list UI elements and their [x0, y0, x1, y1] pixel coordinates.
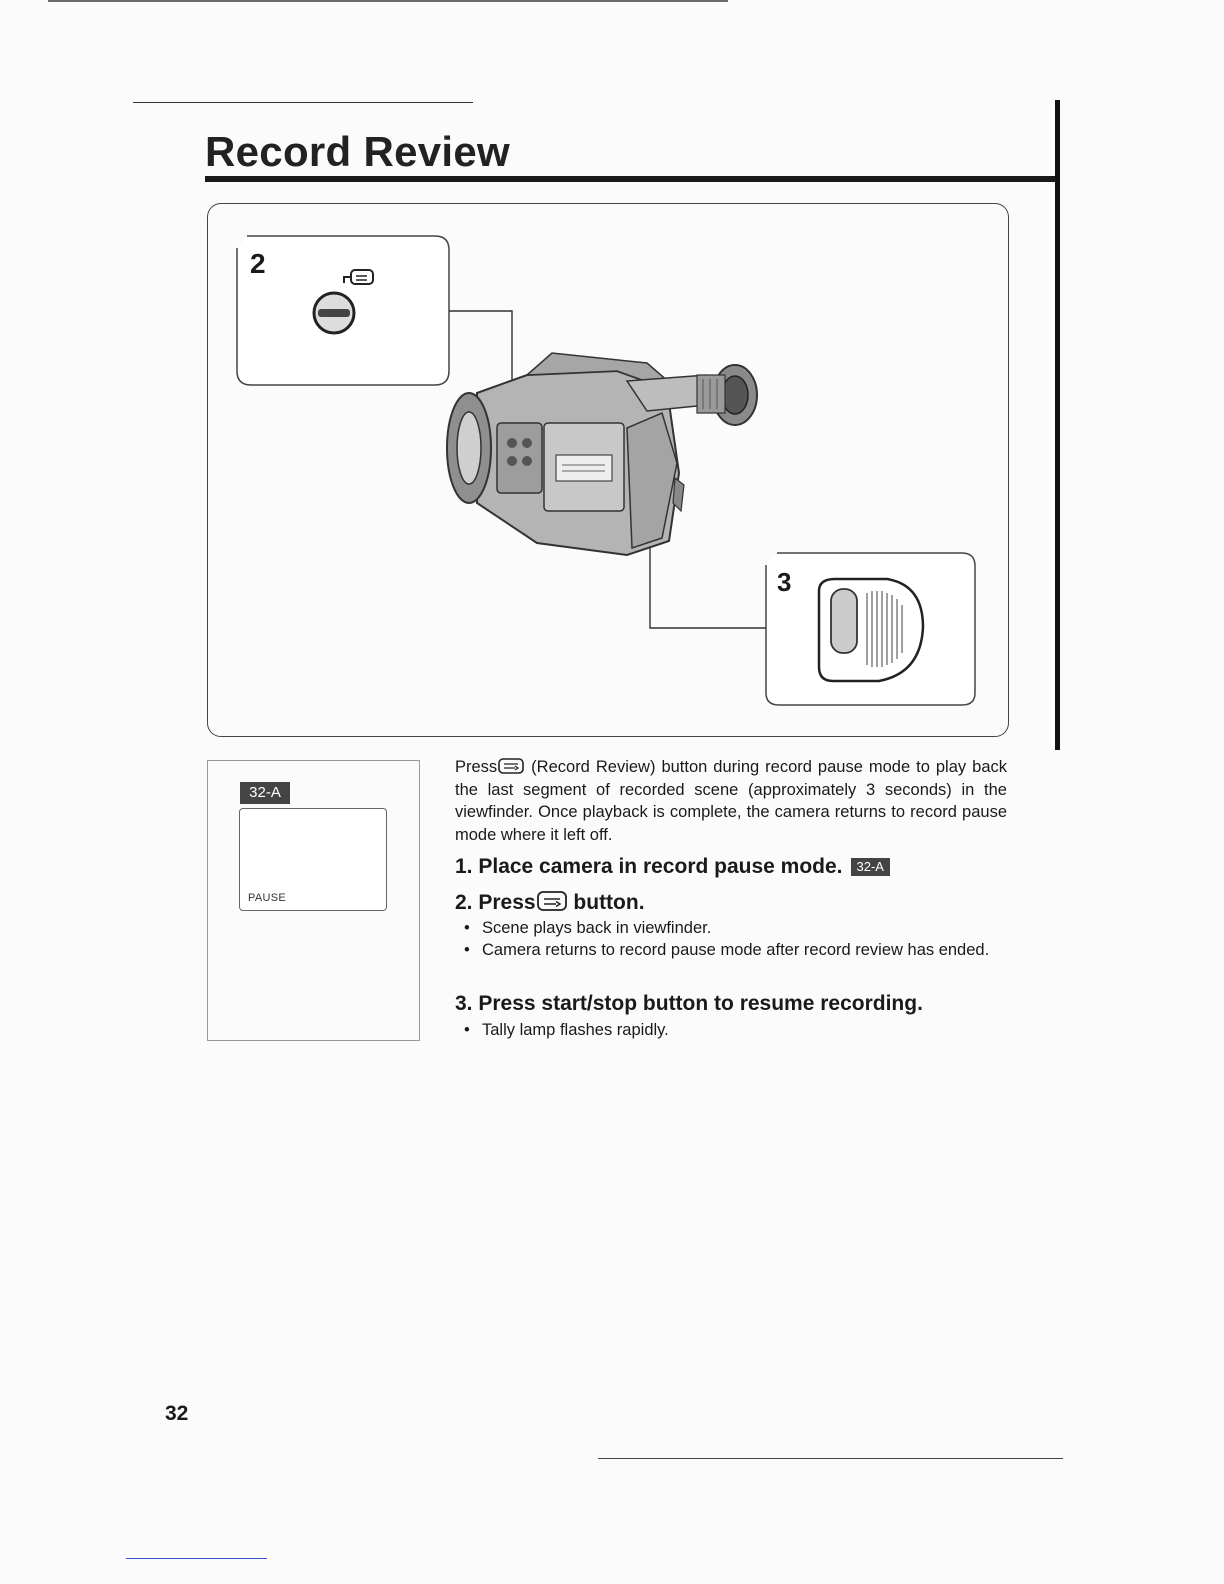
step-3: 3. Press start/stop button to resume recording.	[455, 992, 923, 1015]
start-stop-button-icon	[819, 579, 923, 681]
intro-paragraph	[455, 756, 1007, 846]
chapter-edge-bar	[1055, 100, 1060, 750]
scan-edge-line	[126, 1558, 267, 1559]
page-number: 32	[165, 1402, 189, 1425]
page-title: Record Review	[205, 128, 511, 175]
callout-2-label: 2	[250, 248, 266, 279]
step-3-bullet-1: • Tally lamp flashes rapidly.	[466, 1019, 669, 1042]
camcorder-illustration	[207, 203, 1007, 735]
callout-box-2	[237, 236, 449, 385]
step-1-text: 1. Place camera in record pause mode.	[455, 855, 843, 878]
step-2-before-icon: 2. Press	[455, 891, 536, 914]
top-edge-rule	[48, 0, 728, 2]
step-2-after-icon: button.	[567, 891, 645, 914]
header-rule	[133, 102, 473, 103]
step-2	[455, 890, 645, 915]
step-2-bullet-2: • Camera returns to record pause mode after record review has ended.	[466, 939, 1007, 962]
callout-3-label: 3	[777, 567, 792, 597]
viewfinder-badge: 32-A	[240, 782, 290, 804]
record-review-button-icon	[314, 293, 354, 333]
title-underline	[205, 176, 1058, 182]
step-1	[455, 855, 890, 879]
step-1-badge: 32-A	[851, 858, 890, 876]
record-review-icon	[536, 890, 568, 912]
camcorder-icon	[447, 353, 757, 555]
intro-before-icon: Press	[455, 758, 498, 776]
step-2-bullet-1: • Scene plays back in viewfinder.	[466, 917, 711, 940]
record-review-icon	[497, 757, 525, 775]
callout-box-3	[766, 553, 975, 705]
viewfinder-status: PAUSE	[248, 892, 286, 904]
footer-rule	[598, 1458, 1063, 1459]
leader-line-3	[650, 533, 766, 628]
intro-after-icon: (Record Review) button during record pause mode to play back the last segment of recorded scene (approximately 3 seconds) in the viewfinder. Once playback is complete, the camera returns to record pause mode where it left off.	[455, 758, 1007, 844]
